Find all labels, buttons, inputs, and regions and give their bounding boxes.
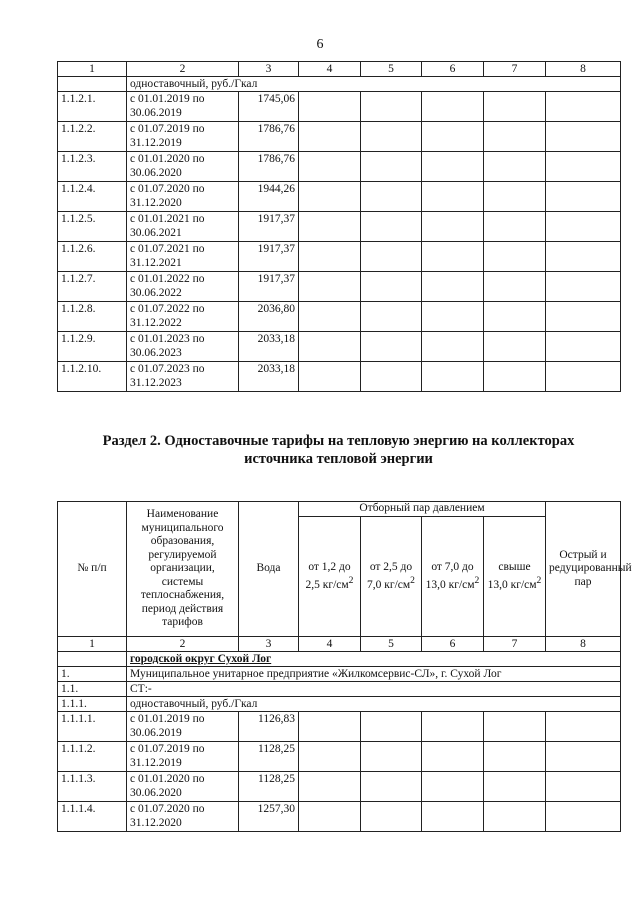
empty-cell <box>546 302 621 332</box>
table-row <box>58 272 621 302</box>
tariff-period <box>127 152 239 182</box>
period-start: с 01.07.2021 по <box>130 243 205 255</box>
period-start: с 01.01.2019 по <box>130 93 205 105</box>
period-start: с 01.01.2020 по <box>130 773 205 785</box>
empty-cell <box>299 302 361 332</box>
empty-cell <box>422 182 484 212</box>
empty-cell <box>422 212 484 242</box>
tariff-period <box>127 212 239 242</box>
table-row <box>58 742 621 772</box>
empty-cell <box>484 302 546 332</box>
empty-cell <box>422 302 484 332</box>
empty-cell <box>299 242 361 272</box>
tariff-period <box>127 122 239 152</box>
header-steam-group: Отборный пар давлением <box>299 502 546 517</box>
period-start: с 01.07.2019 по <box>130 123 205 135</box>
empty-cell <box>299 742 361 772</box>
empty-cell <box>361 272 422 302</box>
table-row <box>58 182 621 212</box>
col-number: 5 <box>361 62 422 77</box>
header-pressure-2: от 2,5 до 7,0 $кг/см^2$ <box>361 517 422 637</box>
period-start: с 01.01.2021 по <box>130 213 205 225</box>
tariff-value: 1917,37 <box>239 272 299 302</box>
tariff-value: 2033,18 <box>239 362 299 392</box>
page-number: 6 <box>316 37 324 52</box>
row-number: 1.1.1.3. <box>58 772 127 802</box>
empty-cell <box>546 712 621 742</box>
section-title: Раздел 2. Одноставочные тарифы на тепловую энергию на коллекторах источника тепловой энергии <box>102 433 575 467</box>
row-number: 1. <box>58 667 127 682</box>
tariff-value: 1257,30 <box>239 802 299 832</box>
period-start: с 01.01.2022 по <box>130 273 205 285</box>
empty-cell <box>361 122 422 152</box>
row-number: 1.1.2.4. <box>58 182 127 212</box>
table-row <box>58 772 621 802</box>
tariff-value: 1786,76 <box>239 122 299 152</box>
empty-cell <box>361 92 422 122</box>
period-end: 30.06.2019 <box>130 727 182 739</box>
empty-cell <box>484 92 546 122</box>
empty-cell <box>361 242 422 272</box>
empty-cell <box>546 362 621 392</box>
col-number: 8 <box>546 637 621 652</box>
tariff-value: 2033,18 <box>239 332 299 362</box>
district-label: городской округ Сухой Лог <box>127 652 621 667</box>
table-row <box>58 712 621 742</box>
empty-cell <box>546 272 621 302</box>
row-number: 1.1.2.10. <box>58 362 127 392</box>
empty-cell <box>546 212 621 242</box>
col-number: 8 <box>546 62 621 77</box>
table-row <box>58 122 621 152</box>
row-number: 1.1.2.3. <box>58 152 127 182</box>
period-end: 30.06.2023 <box>130 347 182 359</box>
organization-name: Муниципальное унитарное предприятие «Жилкомсервис-СЛ», г. Сухой Лог <box>127 667 621 682</box>
empty-cell <box>299 122 361 152</box>
heat-system-row <box>58 682 621 697</box>
empty-cell <box>422 242 484 272</box>
header-num: № п/п <box>58 502 127 637</box>
empty-cell <box>546 772 621 802</box>
empty-cell <box>484 772 546 802</box>
col-number: 3 <box>239 62 299 77</box>
period-end: 31.12.2020 <box>130 197 182 209</box>
header-water: Вода <box>239 502 299 637</box>
empty-cell <box>299 152 361 182</box>
table-row <box>58 332 621 362</box>
period-end: 31.12.2023 <box>130 377 182 389</box>
header-row <box>58 502 621 517</box>
col-number: 5 <box>361 637 422 652</box>
empty-cell <box>361 362 422 392</box>
empty-cell <box>361 712 422 742</box>
empty-cell <box>361 182 422 212</box>
row-number: 1.1.2.7. <box>58 272 127 302</box>
period-start: с 01.07.2023 по <box>130 363 205 375</box>
period-start: с 01.01.2020 по <box>130 153 205 165</box>
empty-cell <box>484 332 546 362</box>
tariff-value: 1944,26 <box>239 182 299 212</box>
header-name: Наименование муниципального образования, регулируемой организации, системы теплоснабжения, период действия тарифов <box>127 502 239 637</box>
period-end: 31.12.2020 <box>130 817 182 829</box>
district-row <box>58 652 621 667</box>
empty-cell <box>361 742 422 772</box>
empty-cell <box>422 712 484 742</box>
empty-cell <box>484 272 546 302</box>
tariff-period <box>127 182 239 212</box>
empty-cell <box>299 772 361 802</box>
period-start: с 01.07.2022 по <box>130 303 205 315</box>
empty-cell <box>484 182 546 212</box>
table-row <box>58 802 621 832</box>
period-start: с 01.07.2020 по <box>130 183 205 195</box>
table-row <box>58 212 621 242</box>
empty-cell <box>299 182 361 212</box>
empty-cell <box>422 742 484 772</box>
empty-cell <box>422 152 484 182</box>
organization-row <box>58 667 621 682</box>
row-number: 1.1.2.9. <box>58 332 127 362</box>
empty-cell <box>299 272 361 302</box>
empty-cell <box>546 122 621 152</box>
empty-cell <box>361 332 422 362</box>
tariff-value: 1917,37 <box>239 212 299 242</box>
tariff-type-row <box>58 697 621 712</box>
empty-cell <box>484 712 546 742</box>
row-number: 1.1.1.4. <box>58 802 127 832</box>
empty-cell <box>546 152 621 182</box>
empty-cell <box>361 772 422 802</box>
column-number-row <box>58 62 621 77</box>
empty-cell <box>484 362 546 392</box>
empty-cell <box>361 302 422 332</box>
empty-cell <box>299 802 361 832</box>
period-end: 30.06.2021 <box>130 227 182 239</box>
tariff-table-section-2 <box>57 501 632 832</box>
table-row <box>58 92 621 122</box>
period-end: 31.12.2019 <box>130 757 182 769</box>
tariff-period <box>127 712 239 742</box>
col-number: 3 <box>239 637 299 652</box>
empty-cell <box>299 92 361 122</box>
tariff-type-row <box>58 77 621 92</box>
empty-cell <box>546 802 621 832</box>
col-number: 7 <box>484 62 546 77</box>
heat-system-label: СТ:- <box>127 682 621 697</box>
table-row <box>58 362 621 392</box>
col-number: 6 <box>422 62 484 77</box>
empty-cell <box>546 242 621 272</box>
col-number: 2 <box>127 62 239 77</box>
col-number: 6 <box>422 637 484 652</box>
row-number: 1.1.2.1. <box>58 92 127 122</box>
empty-cell <box>361 802 422 832</box>
tariff-period <box>127 92 239 122</box>
header-pressure-1: от 1,2 до 2,5 $кг/см^2$ <box>299 517 361 637</box>
empty-cell <box>299 712 361 742</box>
row-number: 1.1.1.2. <box>58 742 127 772</box>
tariff-period <box>127 742 239 772</box>
empty-cell <box>484 242 546 272</box>
col-number: 1 <box>58 637 127 652</box>
row-number: 1.1.1. <box>58 697 127 712</box>
tariff-value: 1745,06 <box>239 92 299 122</box>
period-start: с 01.07.2019 по <box>130 743 205 755</box>
tariff-value: 1126,83 <box>239 712 299 742</box>
period-end: 31.12.2022 <box>130 317 182 329</box>
tariff-period <box>127 362 239 392</box>
empty-cell <box>484 122 546 152</box>
empty-cell <box>299 332 361 362</box>
table-row <box>58 152 621 182</box>
header-sharp-steam: Острый и редуцированный пар <box>546 502 621 637</box>
row-number: 1.1.2.8. <box>58 302 127 332</box>
empty-cell <box>361 212 422 242</box>
tariff-period <box>127 242 239 272</box>
empty-cell <box>546 332 621 362</box>
empty-cell <box>484 152 546 182</box>
column-number-row <box>58 637 621 652</box>
period-start: с 01.07.2020 по <box>130 803 205 815</box>
col-number: 2 <box>127 637 239 652</box>
empty-cell <box>484 742 546 772</box>
tariff-value: 1917,37 <box>239 242 299 272</box>
period-end: 30.06.2022 <box>130 287 182 299</box>
period-end: 31.12.2019 <box>130 137 182 149</box>
period-end: 30.06.2020 <box>130 787 182 799</box>
tariff-value: 1128,25 <box>239 772 299 802</box>
row-number: 1.1.1.1. <box>58 712 127 742</box>
empty-cell <box>484 212 546 242</box>
period-end: 30.06.2020 <box>130 167 182 179</box>
table-row <box>58 302 621 332</box>
col-number: 4 <box>299 637 361 652</box>
col-number: 1 <box>58 62 127 77</box>
col-number: 4 <box>299 62 361 77</box>
col-number: 7 <box>484 637 546 652</box>
empty-cell <box>422 802 484 832</box>
tariff-type-label: одноставочный, руб./Гкал <box>127 77 621 92</box>
tariff-value: 1786,76 <box>239 152 299 182</box>
tariff-period <box>127 272 239 302</box>
empty-cell <box>422 362 484 392</box>
tariff-type-label: одноставочный, руб./Гкал <box>127 697 621 712</box>
empty-cell <box>299 362 361 392</box>
tariff-value: 2036,80 <box>239 302 299 332</box>
empty-cell <box>422 272 484 302</box>
empty-cell <box>299 212 361 242</box>
period-start: с 01.01.2023 по <box>130 333 205 345</box>
empty-cell <box>361 152 422 182</box>
tariff-period <box>127 802 239 832</box>
header-pressure-3: от 7,0 до 13,0 $кг/см^2$ <box>422 517 484 637</box>
tariff-period <box>127 772 239 802</box>
period-start: с 01.01.2019 по <box>130 713 205 725</box>
empty-cell <box>546 182 621 212</box>
empty-cell <box>422 92 484 122</box>
tariff-value: 1128,25 <box>239 742 299 772</box>
tariff-table-continued <box>57 61 621 392</box>
table-row <box>58 242 621 272</box>
row-number: 1.1.2.6. <box>58 242 127 272</box>
tariff-period <box>127 302 239 332</box>
header-pressure-4: свыше 13,0 $кг/см^2$ <box>484 517 546 637</box>
empty-cell <box>422 772 484 802</box>
empty-cell <box>546 92 621 122</box>
empty-cell <box>422 122 484 152</box>
row-number: 1.1.2.5. <box>58 212 127 242</box>
row-number: 1.1. <box>58 682 127 697</box>
empty-cell <box>422 332 484 362</box>
period-end: 31.12.2021 <box>130 257 182 269</box>
row-number: 1.1.2.2. <box>58 122 127 152</box>
empty-cell <box>484 802 546 832</box>
empty-cell <box>546 742 621 772</box>
period-end: 30.06.2019 <box>130 107 182 119</box>
tariff-period <box>127 332 239 362</box>
